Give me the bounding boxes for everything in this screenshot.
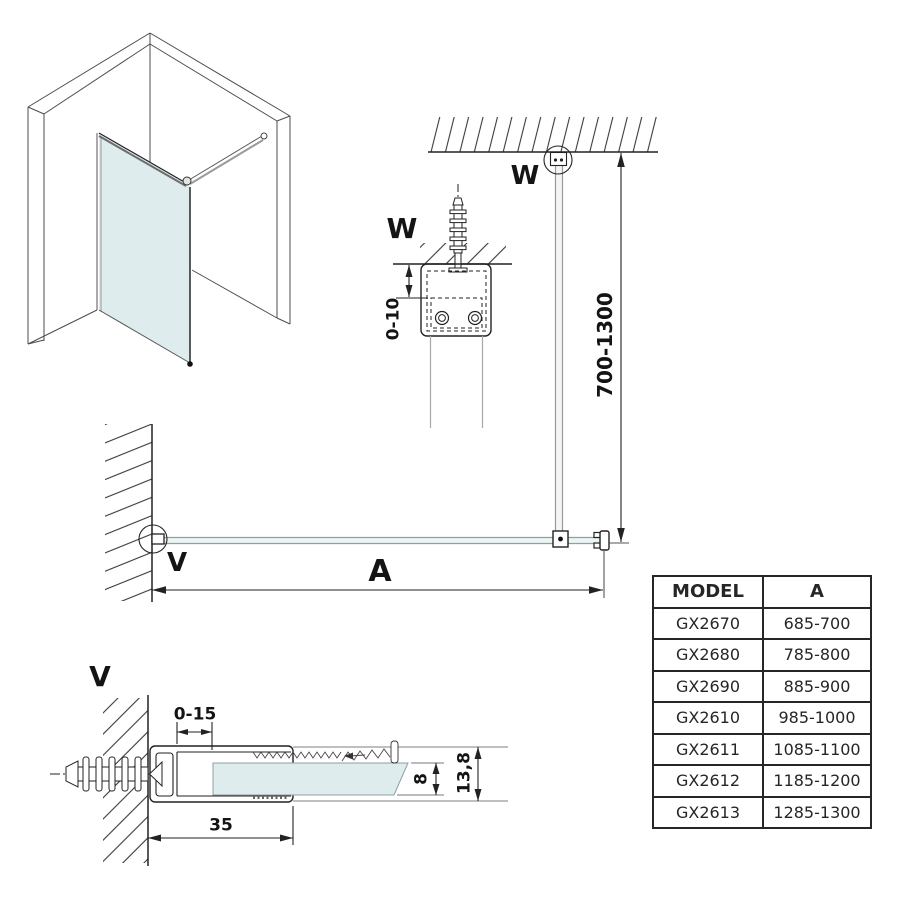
table-cell: GX2670 <box>653 608 763 640</box>
table-row <box>653 671 871 703</box>
table-cell: 1285-1300 <box>763 797 871 829</box>
dim-profile-height-label: 13,8 <box>454 752 475 794</box>
detail-w-screw-hole-left <box>436 312 449 325</box>
table-cell: 1085-1100 <box>763 734 871 766</box>
table-cell: GX2610 <box>653 702 763 734</box>
main-wall-hatch <box>105 424 152 601</box>
table-cell: GX2613 <box>653 797 763 829</box>
table-cell: 685-700 <box>763 608 871 640</box>
dim-width-label: A <box>368 554 392 589</box>
table-row <box>653 702 871 734</box>
model-table-body <box>653 608 871 829</box>
detail-v-dim-13-8 <box>475 747 482 801</box>
table-cell: 785-800 <box>763 639 871 671</box>
table-cell: 885-900 <box>763 671 871 703</box>
main-w-label: W <box>510 161 540 191</box>
iso-support-bar <box>183 133 267 185</box>
detail-w-label: W <box>386 212 418 245</box>
table-cell: 985-1000 <box>763 702 871 734</box>
dim-wall-adjust-label: 0-15 <box>173 704 217 725</box>
table-cell: GX2690 <box>653 671 763 703</box>
table-cell: GX2612 <box>653 765 763 797</box>
main-bar-connector <box>553 531 568 547</box>
table-header-a: A <box>763 576 871 608</box>
detail-w-bracket-inner-dashed <box>427 271 486 331</box>
iso-floor-foot <box>187 361 193 367</box>
iso-glass-panel <box>97 133 193 367</box>
detail-v-glass <box>213 763 408 795</box>
table-cell: GX2680 <box>653 639 763 671</box>
table-row <box>653 734 871 766</box>
dim-bar-height-label: 700-1300 <box>593 292 617 398</box>
table-cell: GX2611 <box>653 734 763 766</box>
main-ceiling-hatch <box>428 117 657 152</box>
table-row <box>653 797 871 829</box>
detail-w-dim-0-10 <box>396 265 428 298</box>
detail-w-screw-hole-right <box>469 312 482 325</box>
detail-v-drawing <box>50 695 508 866</box>
table-row <box>653 639 871 671</box>
table-row <box>653 608 871 640</box>
dim-glass-thickness-label: 8 <box>411 773 432 785</box>
detail-v-label: V <box>89 660 111 693</box>
table-header-row <box>653 576 871 608</box>
main-v-label: V <box>166 548 188 578</box>
isometric-overview <box>28 33 290 367</box>
model-table <box>652 575 872 829</box>
table-header-model: MODEL <box>653 576 763 608</box>
main-wall-profile-end <box>152 534 164 544</box>
dim-bracket-adjust-label: 0-10 <box>383 297 404 341</box>
main-glass-edge <box>153 538 601 544</box>
dim-profile-depth-label: 35 <box>209 815 233 836</box>
table-row <box>653 765 871 797</box>
main-support-bar <box>556 152 563 532</box>
table-cell: 1185-1200 <box>763 765 871 797</box>
